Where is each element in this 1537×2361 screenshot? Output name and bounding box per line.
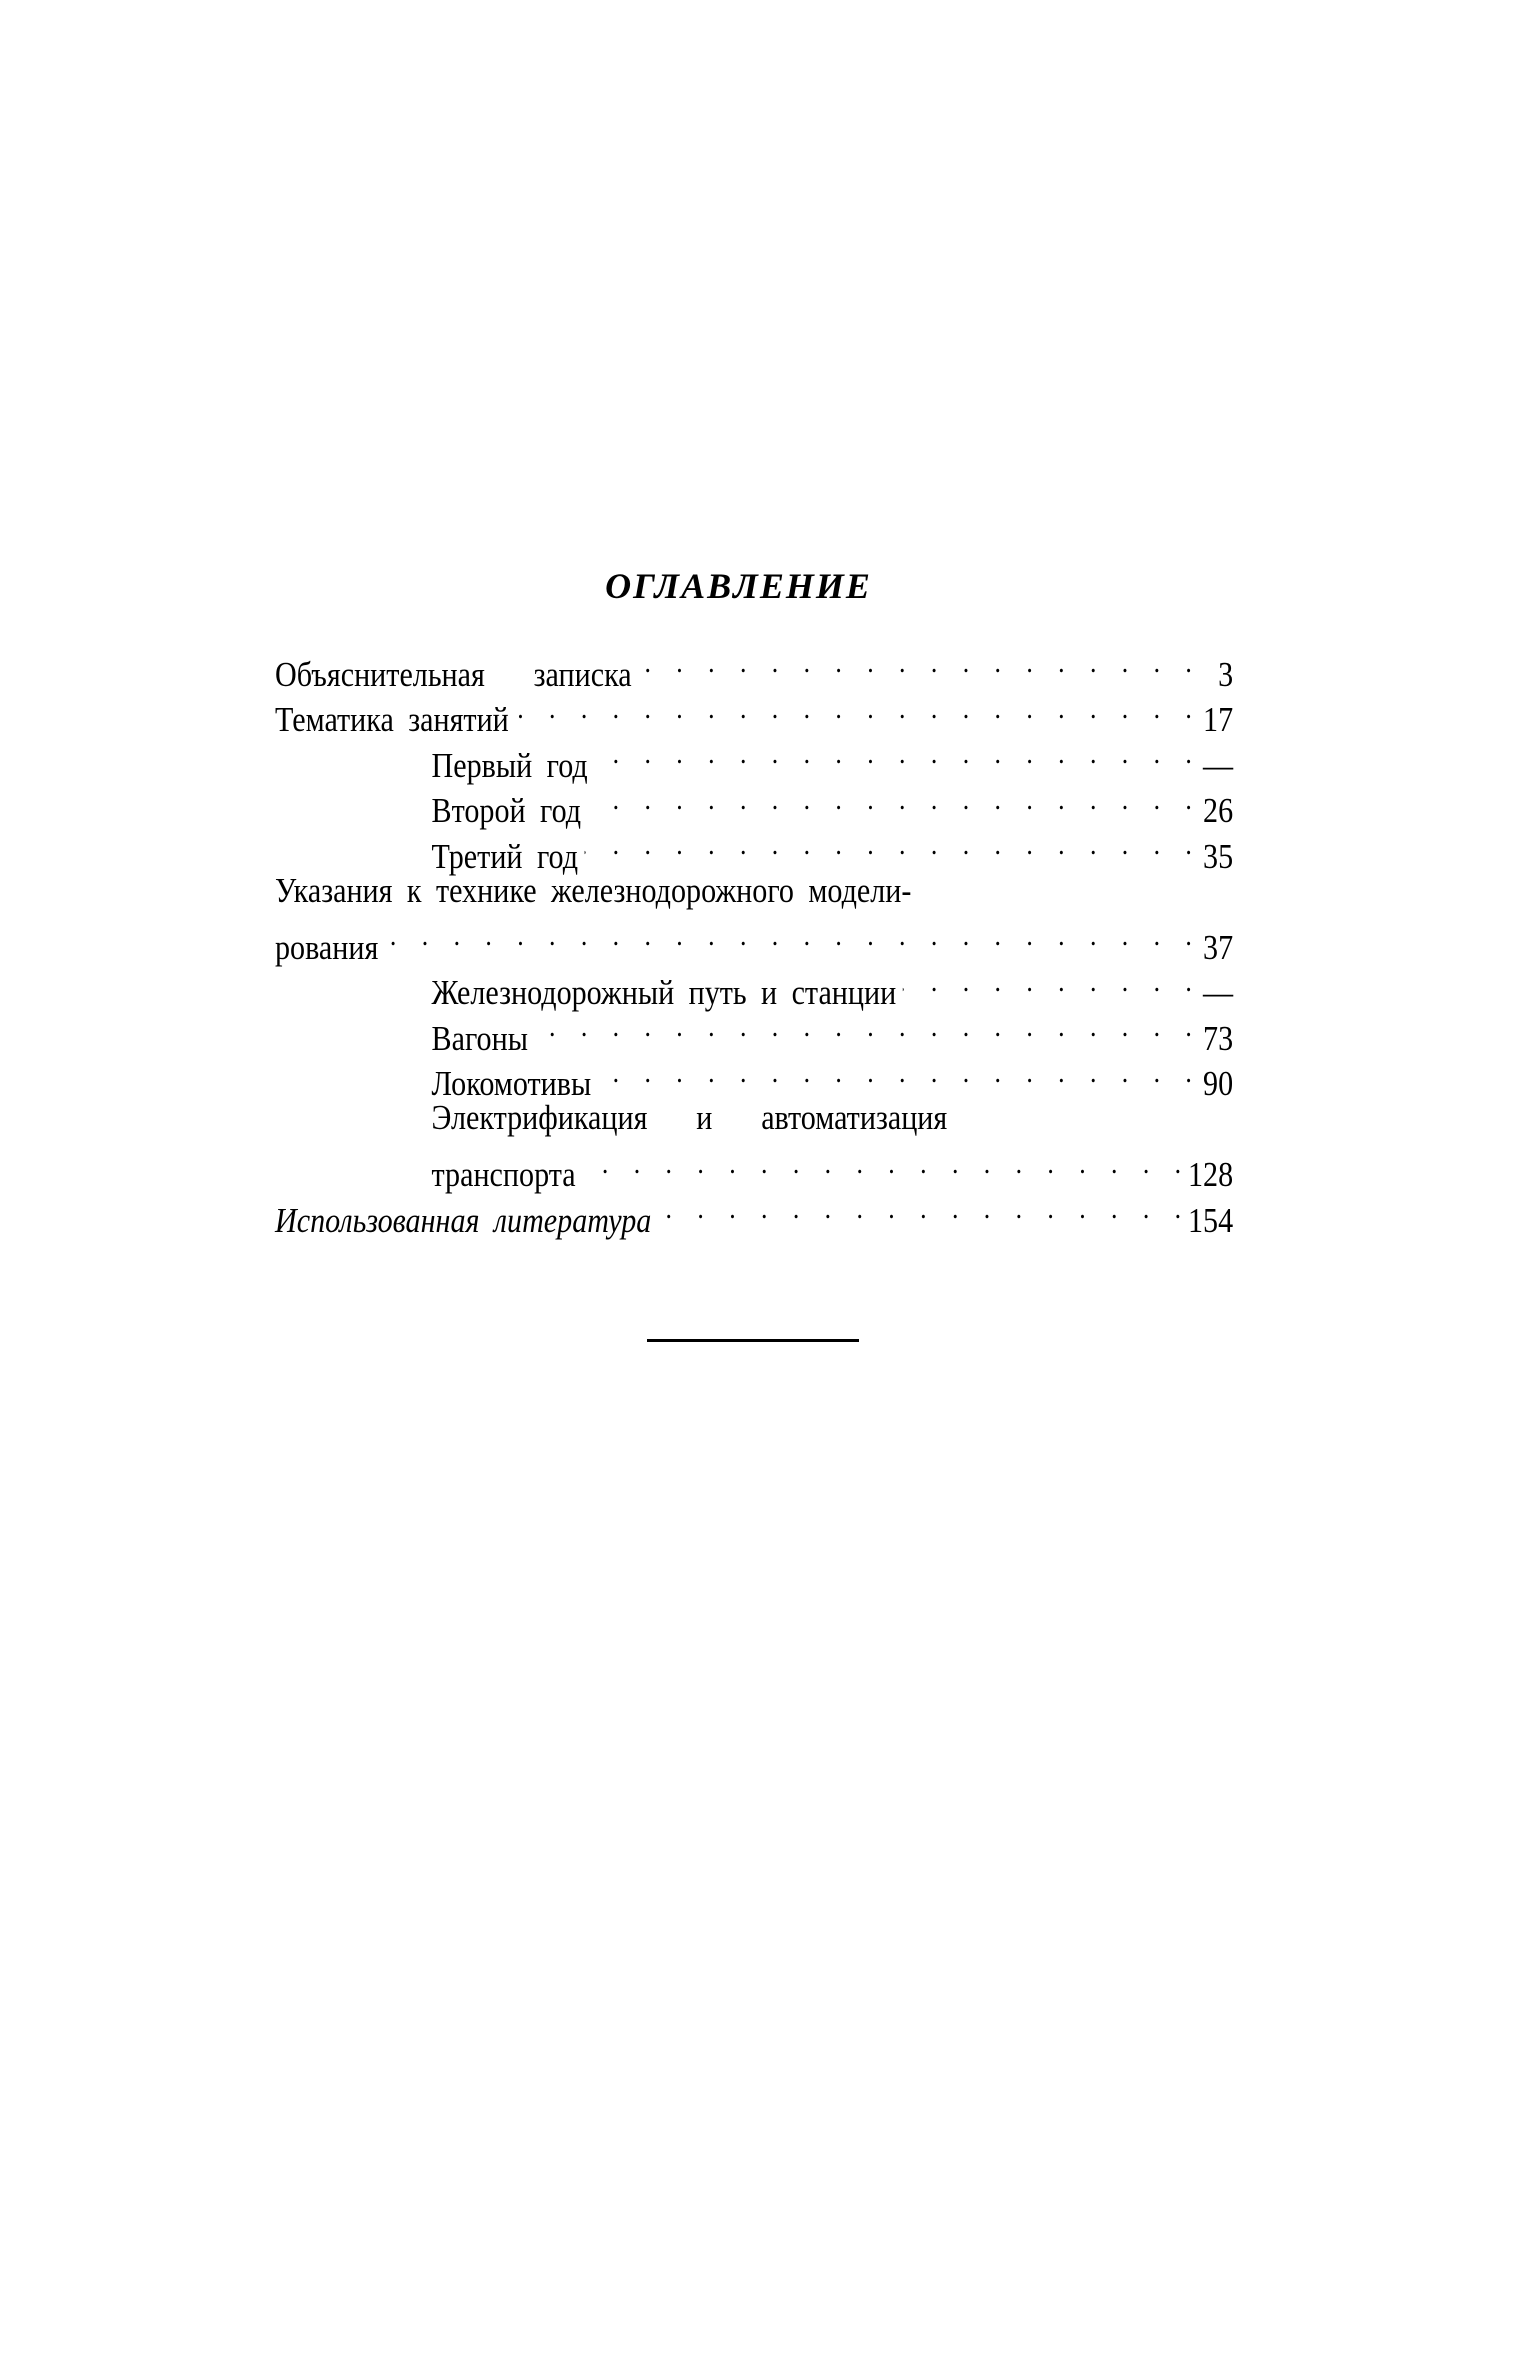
toc-page-number: 35 <box>1203 836 1234 876</box>
toc-entry-electrification[interactable] <box>275 1095 1233 1141</box>
toc-entry-references[interactable] <box>275 1186 1234 1240</box>
toc-entry-label: Локомотивы <box>431 1064 592 1103</box>
toc-entry-modeling-technique[interactable] <box>275 868 1233 914</box>
toc-entry-explanatory-note[interactable] <box>275 640 1234 694</box>
toc-entry-modeling-technique-cont[interactable] <box>275 913 1234 967</box>
toc-entry-label: Объяснительная записка <box>275 654 632 694</box>
toc-entry-first-year[interactable] <box>275 731 1234 785</box>
toc-page-number: 26 <box>1203 791 1234 830</box>
dot-leader <box>583 1141 1182 1187</box>
dot-leader <box>598 1050 1192 1096</box>
dot-leader <box>385 913 1192 959</box>
toc-page-number: 3 <box>1218 654 1234 694</box>
toc-entry-label: рования <box>275 927 379 967</box>
toc-entry-third-year[interactable] <box>275 822 1234 876</box>
toc-page-number: 73 <box>1203 1018 1234 1058</box>
toc-entry-electrification-cont[interactable] <box>275 1141 1234 1194</box>
toc-entry-label: Тематика занятий <box>275 700 509 739</box>
table-of-contents <box>275 640 1234 1240</box>
toc-page-number: — <box>1203 745 1234 785</box>
toc-entry-label: Третий год <box>431 836 579 876</box>
toc-page-number: 128 <box>1188 1155 1234 1194</box>
toc-entry-track-and-stations[interactable] <box>275 959 1234 1012</box>
toc-entry-second-year[interactable] <box>275 777 1234 830</box>
dot-leader <box>639 640 1192 686</box>
dot-leader <box>588 777 1192 823</box>
dot-leader <box>585 822 1192 868</box>
toc-entry-label: Второй год <box>431 791 582 830</box>
toc-page-number: 17 <box>1203 700 1234 739</box>
toc-entry-label: Вагоны <box>431 1018 528 1058</box>
toc-page-number: 37 <box>1203 927 1234 967</box>
toc-entry-label: Использованная литература <box>275 1200 652 1240</box>
dot-leader <box>595 731 1192 777</box>
section-divider-rule <box>647 1339 859 1342</box>
toc-entry-label: транспорта <box>431 1155 576 1194</box>
toc-entry-label: Первый год <box>431 745 588 785</box>
toc-page-number: 90 <box>1203 1064 1234 1103</box>
toc-entry-label: Указания к технике железнодорожного модели- <box>275 870 912 910</box>
toc-entry-locomotives[interactable] <box>275 1050 1234 1103</box>
page-title: ОГЛАВЛЕНИЕ <box>605 566 872 606</box>
toc-entry-label: Железнодорожный путь и станции <box>431 973 897 1012</box>
dot-leader <box>516 686 1192 732</box>
dot-leader <box>903 959 1192 1005</box>
dot-leader <box>535 1004 1192 1050</box>
toc-page-number: 154 <box>1188 1200 1234 1240</box>
dot-leader <box>658 1186 1181 1232</box>
toc-entry-wagons[interactable] <box>275 1004 1234 1058</box>
toc-page-number: — <box>1203 973 1234 1012</box>
toc-entry-label: Электрификация и автоматизация <box>431 1098 948 1137</box>
toc-entry-topics[interactable] <box>275 686 1234 739</box>
